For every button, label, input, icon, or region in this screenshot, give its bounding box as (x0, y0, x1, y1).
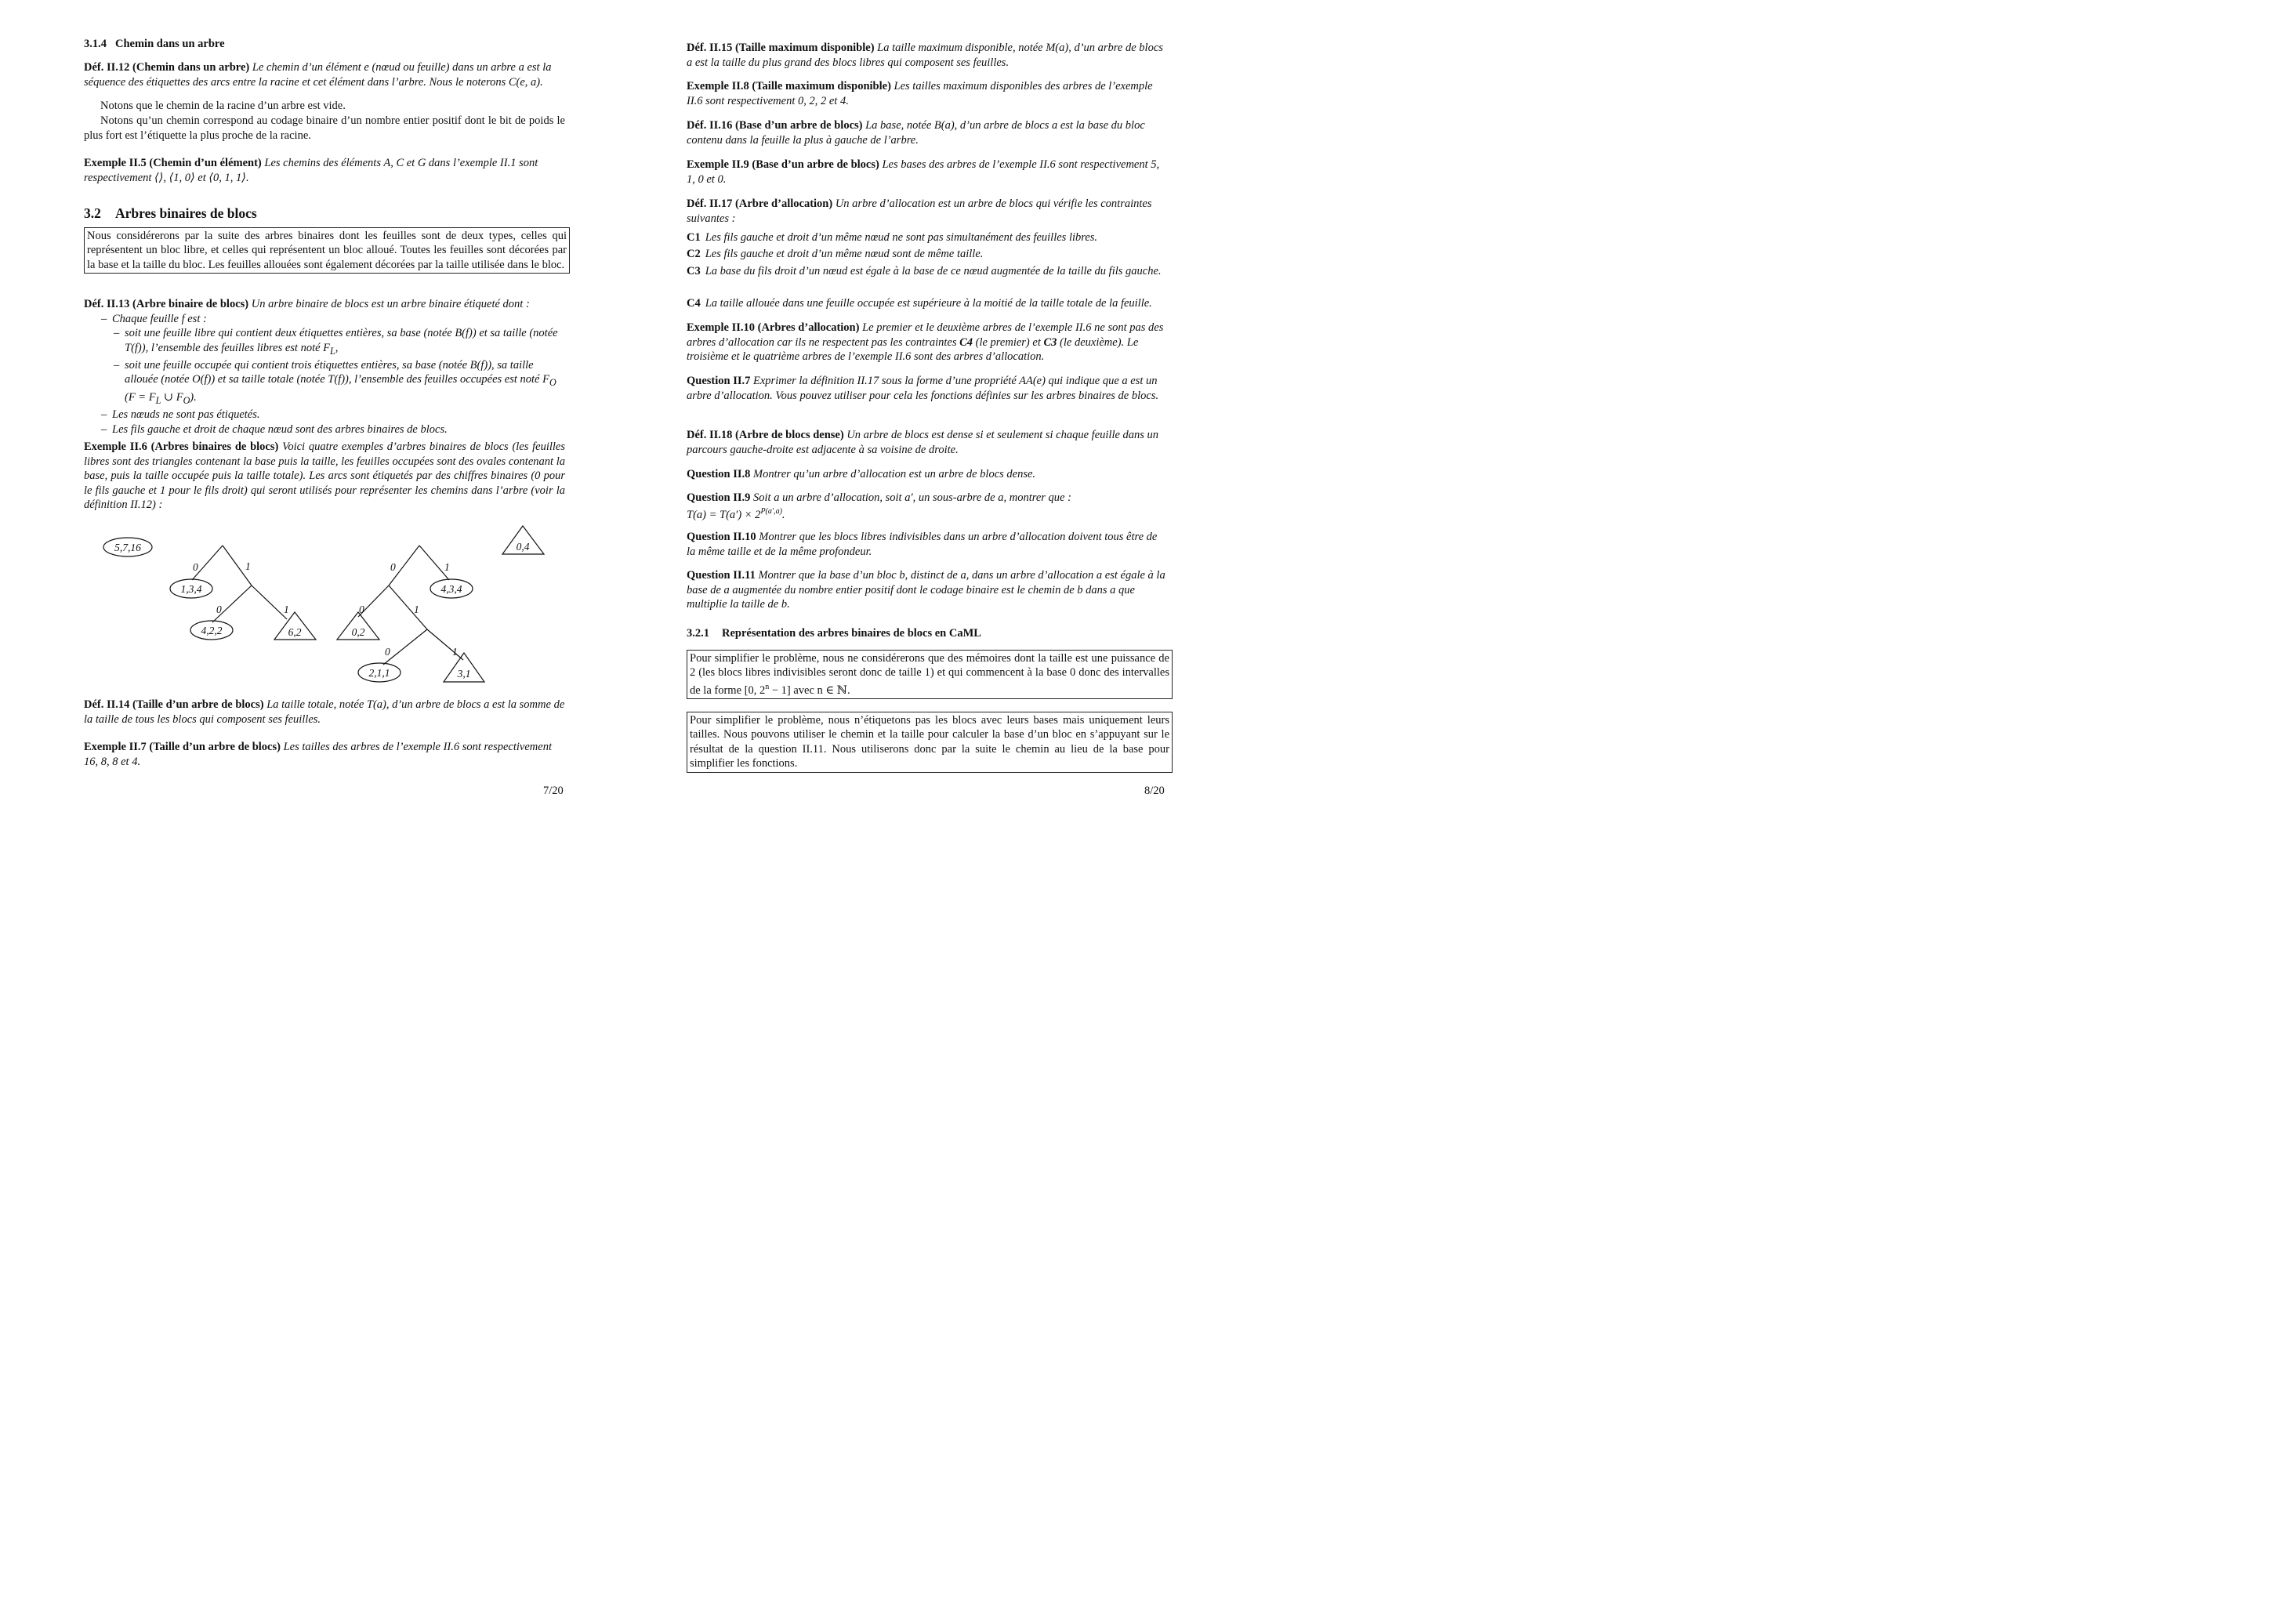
question-II-10 (687, 530, 1168, 559)
tree3-edge-00: 0 (359, 604, 364, 615)
list-item-leaf: – Chaque feuille f est : – soit une feuille libre qui contient deux étiquettes entières, sa base (notée B(f)) et sa taille (notée T(f)), l’ensemble des feuilles libres est noté $F_L$, – soit une feuille occupée qui contient trois étiquettes entières, sa base (notée B(f)), sa taille allouée (notée O(f)) et sa taille totale (notée T(f)), l’ensemble des feuilles occupées est noté $F_O$ ($F = F_L$ ∪ $F_O$). (112, 312, 565, 408)
constraint-C4 (687, 296, 1168, 311)
tree3-edge-0: 0 (390, 561, 396, 573)
section-title: Arbres binaires de blocs (115, 205, 257, 221)
framed-note-block-types: Nous considérerons par la suite des arbres binaires dont les feuilles sont de deux types, celles qui représentent un bloc libre, et celles qui représentent un bloc alloué. Toutes les feuilles sont décorées par la base et la taille du bloc. Les feuilles allouées sont également décorées par la taille utilisée dans le bloc. (84, 227, 570, 274)
definition-text: Un arbre d’allocation est un arbre de blocs qui vérifie les contraintes suivantes : (687, 198, 1152, 225)
definition-text: La taille totale, notée T(a), d’un arbre de blocs a est la somme de la taille de tous les blocs qui composent ses feuilles. (84, 698, 565, 726)
question-formula: $T(a) = T(a') \times 2^{P(a',a)}$. (687, 507, 785, 522)
definition-label: Déf. II.16 (Base d’un arbre de blocs) (687, 119, 863, 132)
section-title: Représentation des arbres binaires de blocs en CaML (722, 627, 981, 640)
section-number: 3.1.4 (84, 38, 107, 50)
tree3-leaf-label-r: 4,3,4 (440, 583, 462, 595)
section-title: Chemin dans un arbre (115, 38, 225, 50)
tree3-leaf-label-rr: 3,1 (457, 668, 471, 680)
tree2-leaf-label-l: 1,3,4 (180, 583, 202, 595)
question-II-8 (687, 467, 1168, 482)
constraint-text: Les fils gauche et droit d’un même nœud ne sont pas simultanément des feuilles libres. (705, 231, 1098, 244)
example-label: Exemple II.9 (Base d’un arbre de blocs) (687, 158, 879, 171)
question-text: Montrer qu’un arbre d’allocation est un arbre de blocs dense. (753, 468, 1036, 480)
definition-text: La taille maximum disponible, notée M(a), d’un arbre de blocs a est la taille du plus grand des blocs libres qui composent ses feuilles. (687, 42, 1163, 69)
example-II-10 (687, 321, 1168, 364)
constraint-text: La taille allouée dans une feuille occupée est supérieure à la moitié de la taille totale de la feuille. (705, 297, 1152, 310)
tree2-edge-1: 1 (245, 560, 251, 572)
definition-label: Déf. II.14 (Taille d’un arbre de blocs) (84, 698, 264, 711)
paragraph-path-binary: Notons qu’un chemin correspond au codage binaire d’un nombre entier positif dont le bit de poids le plus fort est l’étiquette la plus proche de la racine. (84, 114, 565, 142)
section-3-1-4-heading (84, 38, 225, 51)
tree3-edge-10: 0 (385, 646, 390, 658)
definition-II-14 (84, 698, 565, 727)
constraint-C2 (687, 247, 1168, 262)
question-label: Question II.10 (687, 531, 756, 543)
question-label: Question II.8 (687, 468, 751, 480)
definition-list (101, 312, 565, 437)
example-II-9 (687, 158, 1168, 187)
page-number: 8/20 (1144, 785, 1165, 797)
list-item-free-leaf: – soit une feuille libre qui contient deux étiquettes entières, sa base (notée B(f)) et sa taille (notée T(f)), l’ensemble des feuilles libres est noté $F_L$, (114, 327, 558, 357)
framed-note-memory-size: Pour simplifier le problème, nous ne considérerons que des mémoires dont la taille est une puissance de 2 (les blocs libres indivisibles seront donc de taille 1) et qui commencent à la base 0 donc des intervalles de la forme [0, $2^n - 1$] avec n ∈ ℕ. (687, 650, 1173, 699)
definition-II-18 (687, 428, 1168, 457)
example-II-7 (84, 740, 565, 769)
tree3-leaf-label-ll: 0,2 (351, 626, 365, 638)
definition-text: Un arbre de blocs est dense si et seulement si chaque feuille dans un parcours gauche-droite est adjacente à sa voisine de droite. (687, 429, 1159, 456)
definition-II-12 (84, 60, 565, 89)
question-label: Question II.7 (687, 375, 751, 387)
tree4-leaf-label: 0,4 (516, 541, 530, 553)
definition-II-15 (687, 41, 1168, 70)
question-text: Montrer que les blocs libres indivisibles dans un arbre d’allocation doivent tous être de la même taille et de la même profondeur. (687, 531, 1158, 558)
section-3-2-1-heading (687, 627, 981, 640)
example-label: Exemple II.5 (Chemin d’un élément) (84, 157, 262, 169)
definition-label: Déf. II.13 (Arbre binaire de blocs) (84, 298, 249, 310)
tree1-leaf-label: 5,7,16 (114, 542, 141, 553)
question-II-9 (687, 491, 1168, 523)
constraint-key: C4 (687, 297, 701, 310)
tree3-edge-11: 1 (452, 646, 458, 658)
definition-II-13 (84, 297, 565, 437)
definition-text: Le chemin d’un élément e (nœud ou feuille) dans un arbre a est la séquence des étiquettes des arcs entre la racine et cet élément dans l’arbre. Nous le noterons C(e, a). (84, 61, 552, 89)
section-number: 3.2.1 (687, 627, 709, 640)
constraint-key: C1 (687, 231, 701, 244)
definition-label: Déf. II.18 (Arbre de blocs dense) (687, 429, 844, 441)
definition-label: Déf. II.12 (Chemin dans un arbre) (84, 61, 250, 74)
question-II-11 (687, 568, 1168, 612)
definition-label: Déf. II.15 (Taille maximum disponible) (687, 42, 875, 54)
example-label: Exemple II.7 (Taille d’un arbre de blocs) (84, 741, 281, 753)
example-text: Voici quatre exemples d’arbres binaires de blocs (les feuilles libres sont des triangles contenant la base puis la taille, les feuilles occupées sont des ovales contenant la base, puis la taille occupée puis la taille totale). Les arcs sont étiquetés par des chiffres binaires (0 pour le fils gauche et 1 pour le fils droit) qui seront utilisés pour représenter les chemins dans l’arbre (voir la définition II.12) : (84, 440, 565, 511)
tree2-edge-01: 1 (284, 604, 289, 615)
question-label: Question II.9 (687, 491, 751, 504)
tree3-leaf-label-rl: 2,1,1 (368, 667, 390, 679)
tree3-edge-1: 1 (444, 561, 450, 573)
example-text: Le premier et le deuxième arbres de l’exemple II.6 ne sont pas des arbres d’allocation car ils ne respectent pas les contraintes C4 (le premier) et C3 (le deuxième). Le troisième et le quatrième arbres de l’exemple II.6 sont des arbres d’allocation. (687, 321, 1164, 363)
example-text: Les tailles des arbres de l’exemple II.6 sont respectivement 16, 8, 8 et 4. (84, 741, 552, 768)
sub-list (114, 326, 565, 408)
constraint-text: La base du fils droit d’un nœud est égale à la base de ce nœud augmentée de la taille du fils gauche. (705, 265, 1162, 277)
example-text: Les tailles maximum disponibles des arbres de l’exemple II.6 sont respectivement 0, 2, 2 et 4. (687, 80, 1153, 107)
example-II-6 (84, 440, 565, 513)
definition-II-17 (687, 197, 1168, 226)
constraint-key: C2 (687, 248, 701, 260)
tree2-leaf-label-ll: 4,2,2 (201, 625, 223, 636)
example-text: Les bases des arbres de l’exemple II.6 sont respectivement 5, 1, 0 et 0. (687, 158, 1160, 186)
example-II-8 (687, 79, 1168, 108)
constraint-C1 (687, 230, 1168, 245)
tree2-edge-0: 0 (193, 561, 198, 573)
framed-note-labels: Pour simplifier le problème, nous n’étiquetons pas les blocs avec leurs bases mais uniquement leurs tailles. Nous pouvons utiliser le chemin et la taille pour calculer la base d’un bloc en s’appuyant sur le résultat de la question II.11. Nous utiliserons donc par la suite le chemin au lieu de la base pour simplifier les fonctions. (687, 712, 1173, 773)
example-label: Exemple II.6 (Arbres binaires de blocs) (84, 440, 279, 453)
definition-II-16 (687, 118, 1168, 147)
list-item-occupied-leaf: – soit une feuille occupée qui contient trois étiquettes entières, sa base (notée B(f)), sa taille allouée (notée O(f)) et sa taille totale (notée T(f)), l’ensemble des feuilles occupées est noté $F_O$ ($F = F_L$ ∪ $F_O$). (114, 358, 556, 406)
page-number: 7/20 (543, 785, 564, 797)
example-label: Exemple II.10 (Arbres d’allocation) (687, 321, 860, 334)
example-text: Les chemins des éléments A, C et G dans l’exemple II.1 sont respectivement ⟨⟩, ⟨1, 0⟩ et ⟨0, 1, 1⟩. (84, 157, 538, 184)
example-II-5 (84, 156, 565, 185)
list-item-children: – Les fils gauche et droit de chaque nœud sont des arbres binaires de blocs. (101, 422, 448, 436)
constraint-text: Les fils gauche et droit d’un même nœud sont de même taille. (705, 248, 984, 260)
question-text: Montrer que la base d’un bloc b, distinct de a, dans un arbre d’allocation a est égale à la base de a augmentée du nombre entier positif dont le codage binaire est le chemin de b dans a que multiplie la taille de b. (687, 569, 1165, 611)
paragraph-empty-path: Notons que le chemin de la racine d’un arbre est vide. (100, 100, 346, 112)
tree3-edge-01: 1 (414, 604, 419, 615)
constraint-C3 (687, 264, 1168, 279)
question-II-7 (687, 374, 1168, 403)
constraint-key: C3 (687, 265, 701, 277)
tree2-leaf-label-lr: 6,2 (288, 626, 302, 638)
definition-text: Un arbre binaire de blocs est un arbre binaire étiqueté dont : (251, 298, 530, 310)
definition-text: La base, notée B(a), d’un arbre de blocs a est la base du bloc contenu dans la feuille la plus à gauche de l’arbre. (687, 119, 1145, 147)
question-text: Exprimer la définition II.17 sous la forme d’une propriété AA(e) qui indique que a est un arbre d’allocation. Vous pouvez utiliser pour cela les fonctions définies sur les arbres binaires de blocs. (687, 375, 1159, 402)
example-label: Exemple II.8 (Taille maximum disponible) (687, 80, 891, 92)
definition-label: Déf. II.17 (Arbre d’allocation) (687, 198, 833, 210)
tree2-edge-00: 0 (216, 604, 222, 615)
question-label: Question II.11 (687, 569, 756, 582)
section-number: 3.2 (84, 205, 101, 221)
question-text: Soit a un arbre d’allocation, soit a′, un sous-arbre de a, montrer que : (753, 491, 1071, 504)
section-3-2-heading (84, 205, 257, 222)
list-item-nodes: – Les nœuds ne sont pas étiquetés. (101, 408, 260, 422)
block-trees-figure (0, 517, 610, 694)
